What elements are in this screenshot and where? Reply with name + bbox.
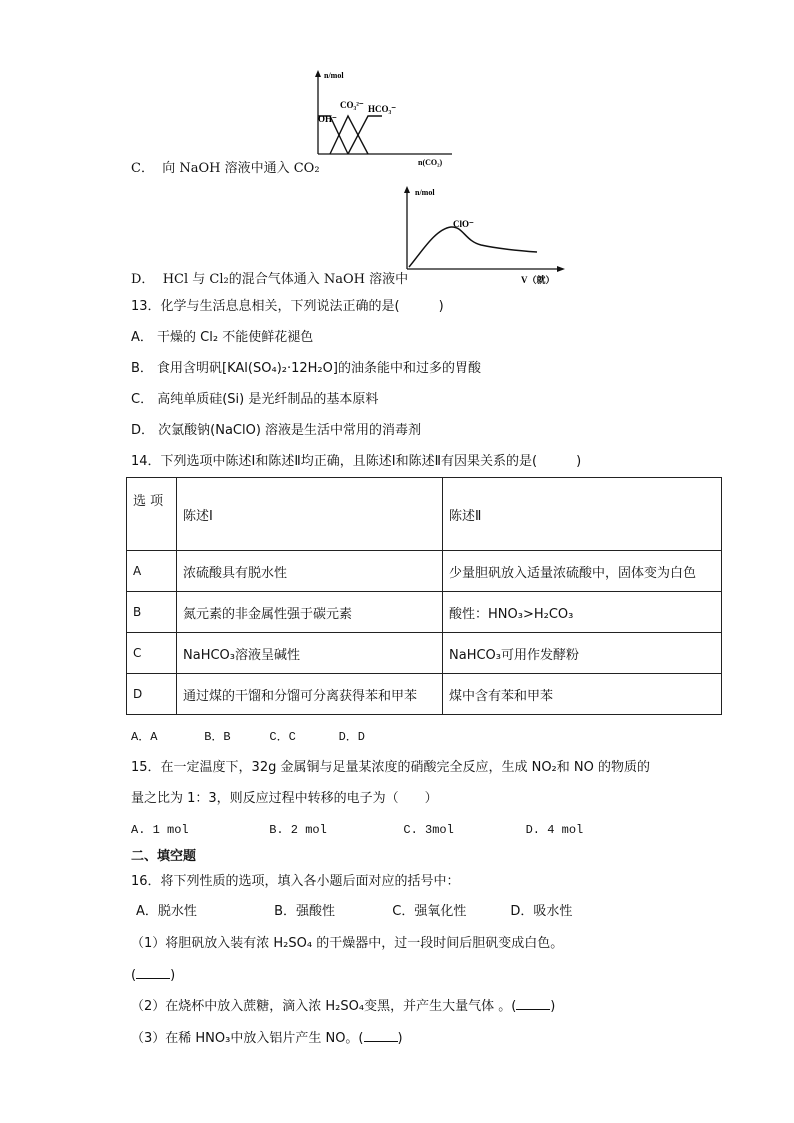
q13-option-b: B． 食用含明矾[KAl(SO₄)₂·12H₂O]的油条能中和过多的胃酸 xyxy=(131,361,481,376)
q15-option-c: C. 3mol xyxy=(403,823,454,837)
q12-d-line xyxy=(131,271,408,289)
q15-stem-2: 量之比为 1：3，则反应过程中转移的电子为（ ） xyxy=(131,791,438,806)
q12-c-line xyxy=(131,160,320,178)
table-cell: B xyxy=(127,592,177,633)
table-cell: 浓硫酸具有脱水性 xyxy=(177,551,443,592)
q13-stem: 13．化学与生活息息相关，下列说法正确的是( ) xyxy=(131,299,444,314)
table-cell: 少量胆矾放入适量浓硫酸中，固体变为白色 xyxy=(443,551,722,592)
answer-blank-3[interactable] xyxy=(364,1029,398,1042)
q14-answers xyxy=(131,728,365,746)
table-cell: 酸性：HNO₃>H₂CO₃ xyxy=(443,592,722,633)
q16-sub-3 xyxy=(131,1029,403,1048)
table-row xyxy=(127,551,722,592)
q16-sub-3-text: （3）在稀 HNO₃中放入铝片产生 NO。( xyxy=(131,1031,364,1046)
chart-d-x-arrow xyxy=(557,266,565,272)
q15-option-d: D. 4 mol xyxy=(525,823,584,837)
table-cell: A xyxy=(127,551,177,592)
q15-options xyxy=(131,821,583,839)
table-row xyxy=(127,674,722,715)
q12-c-text: 向 NaOH 溶液中通入 CO₂ xyxy=(162,161,320,176)
q14-answer-a: A．A xyxy=(131,730,158,744)
q16-sub-2 xyxy=(131,997,555,1016)
chart-c-y-arrow xyxy=(315,70,321,77)
paren-open: ( xyxy=(131,968,137,983)
section-title: 二、填空题 xyxy=(131,849,197,864)
table-header-row xyxy=(127,478,722,551)
q14-stem: 14．下列选项中陈述Ⅰ和陈述Ⅱ均正确，且陈述Ⅰ和陈述Ⅱ有因果关系的是( ) xyxy=(131,454,582,469)
q12-d-label: D． xyxy=(131,272,155,287)
q16-option-d: D．吸水性 xyxy=(510,904,573,919)
q15-option-a: A. 1 mol xyxy=(131,823,189,837)
table-cell: 通过煤的干馏和分馏可分离获得苯和甲苯 xyxy=(177,674,443,715)
q16-options xyxy=(136,903,572,921)
q16-sub-1: （1）将胆矾放入装有浓 H₂SO₄ 的干燥器中，过一段时间后胆矾变成白色。 xyxy=(131,936,564,951)
q13-option-d: D． 次氯酸钠(NaClO) 溶液是生活中常用的消毒剂 xyxy=(131,423,422,438)
table-cell: 煤中含有苯和甲苯 xyxy=(443,674,722,715)
table-cell: D xyxy=(127,674,177,715)
q13-option-a: A． 干燥的 Cl₂ 不能使鲜花褪色 xyxy=(131,330,314,345)
q14-answer-c: C．C xyxy=(269,730,296,744)
q12-c-label: C． xyxy=(131,161,154,176)
q16-sub-2-text: （2）在烧杯中放入蔗糖，滴入浓 H₂SO₄变黑，并产生大量气体 。( xyxy=(131,999,517,1014)
chart-d xyxy=(395,183,575,287)
hco3-label: HCO₃⁻ xyxy=(368,104,396,114)
table-cell: NaHCO₃溶液呈碱性 xyxy=(177,633,443,674)
chart-c xyxy=(300,68,460,168)
answer-blank-1[interactable] xyxy=(136,966,170,979)
table-row xyxy=(127,592,722,633)
table-cell: C xyxy=(127,633,177,674)
q16-stem: 16．将下列性质的选项，填入各小题后面对应的括号中： xyxy=(131,874,460,889)
table-row xyxy=(127,633,722,674)
co3-label: CO₃²⁻ xyxy=(340,100,364,110)
q15-stem-1: 15．在一定温度下，32g 金属铜与足量某浓度的硝酸完全反应，生成 NO₂和 NO 的物质的 xyxy=(131,760,650,775)
table-header-cell: 选 项 xyxy=(127,478,177,551)
oh-label: OH⁻ xyxy=(318,114,337,124)
table-header-cell: 陈述Ⅰ xyxy=(177,478,443,551)
chart-d-y-label: n/mol xyxy=(415,188,435,197)
q16-sub-1-answer xyxy=(131,966,175,985)
table-cell: 氮元素的非金属性强于碳元素 xyxy=(177,592,443,633)
q13-option-c: C． 高纯单质硅(Si) 是光纤制品的基本原料 xyxy=(131,392,379,407)
q14-table xyxy=(126,477,722,715)
q16-option-a: A．脱水性 xyxy=(136,904,197,919)
q12-d-text: HCl 与 Cl₂的混合气体通入 NaOH 溶液中 xyxy=(162,272,409,287)
paren-close: ) xyxy=(397,1031,403,1046)
clo-label: ClO⁻ xyxy=(453,219,474,229)
paren-close: ) xyxy=(550,999,556,1014)
q14-answer-d: D．D xyxy=(338,730,366,744)
chart-d-y-arrow xyxy=(404,186,410,193)
table-header-cell: 陈述Ⅱ xyxy=(443,478,722,551)
table-cell: NaHCO₃可用作发酵粉 xyxy=(443,633,722,674)
chart-c-x-label: n(CO₂) xyxy=(418,158,443,167)
q16-option-c: C．强氧化性 xyxy=(392,904,467,919)
q15-option-b: B. 2 mol xyxy=(269,823,327,837)
chart-d-x-label: V（就） xyxy=(521,275,555,285)
q16-option-b: B．强酸性 xyxy=(274,904,336,919)
chart-c-y-label: n/mol xyxy=(324,71,344,80)
answer-blank-2[interactable] xyxy=(516,997,550,1010)
q14-answer-b: B．B xyxy=(204,730,231,744)
paren-close: ) xyxy=(170,968,176,983)
clo-curve xyxy=(409,227,537,267)
